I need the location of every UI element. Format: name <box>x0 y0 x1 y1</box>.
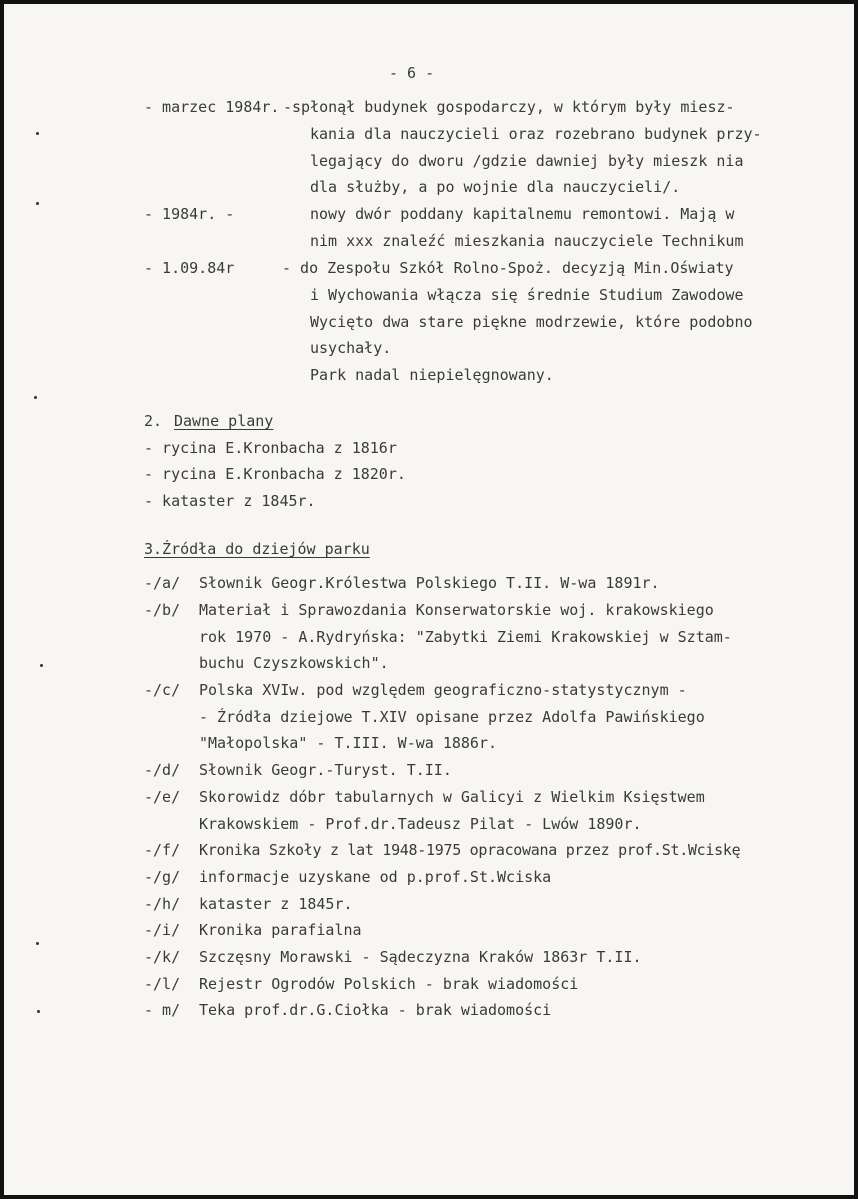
event-text-line: Park nadal niepielęgnowany. <box>310 366 554 384</box>
section-title: 3.Źródła do dziejów parku <box>144 540 370 558</box>
source-text-line: Słownik Geogr.-Turyst. T.II. <box>199 761 452 779</box>
source-label: -/f/ <box>144 841 181 859</box>
source-text-line: informacje uzyskane od p.prof.St.Wciska <box>199 868 552 886</box>
source-label: -/c/ <box>144 681 181 699</box>
event-text-line: nowy dwór poddany kapitalnemu remontowi. Mają w <box>310 205 735 223</box>
source-text-line: Słownik Geogr.Królestwa Polskiego T.II. W-wa 1891r. <box>199 574 660 592</box>
source-text-line: Szczęsny Morawski - Sądeczyzna Kraków 1863r T.II. <box>199 948 642 966</box>
list-item: - rycina E.Kronbacha z 1816r <box>144 439 397 457</box>
source-label: -/d/ <box>144 761 181 779</box>
page-number: - 6 - <box>389 64 435 82</box>
source-text-line: "Małopolska" - T.III. W-wa 1886r. <box>199 734 498 752</box>
event-text-line: kania dla nauczycieli oraz rozebrano budynek przy- <box>310 125 762 143</box>
source-text-line: Rejestr Ogrodów Polskich - brak wiadomości <box>199 975 579 993</box>
source-text-line: Kronika parafialna <box>199 921 362 939</box>
event-text-line: i Wychowania włącza się średnie Studium Zawodowe <box>310 286 744 304</box>
event-text-line: nim xxx znaleźć mieszkania nauczyciele Technikum <box>310 232 744 250</box>
event-date: - marzec 1984r. <box>144 98 280 116</box>
event-text-line: -spłonął budynek gospodarczy, w którym były miesz- <box>283 98 735 116</box>
source-text-line: Polska XVIw. pod względem geograficzno-statystycznym - <box>199 681 687 699</box>
source-label: - m/ <box>144 1001 181 1019</box>
source-label: -/l/ <box>144 975 181 993</box>
source-text-line: rok 1970 - A.Rydryńska: "Zabytki Ziemi Krakowskiej w Sztam- <box>199 628 732 646</box>
event-text-line: dla służby, a po wojnie dla nauczycieli/. <box>310 178 681 196</box>
source-label: -/g/ <box>144 868 181 886</box>
event-text-line: usychały. <box>310 339 392 357</box>
source-text-line: - Źródła dziejowe T.XIV opisane przez Adolfa Pawińskiego <box>199 708 705 726</box>
source-text-line: kataster z 1845r. <box>199 895 353 913</box>
event-date: - 1.09.84r <box>144 259 235 277</box>
scan-speck <box>37 1010 40 1013</box>
scan-speck <box>36 202 39 205</box>
scan-speck <box>36 132 39 135</box>
scan-speck <box>34 396 37 399</box>
section-title: Dawne plany <box>174 412 274 430</box>
document-page <box>4 4 854 1195</box>
event-text-line: legający do dworu /gdzie dawniej były mieszk nia <box>310 152 744 170</box>
scan-speck <box>36 942 39 945</box>
event-date: - 1984r. - <box>144 205 235 223</box>
scan-speck <box>40 664 43 667</box>
source-label: -/h/ <box>144 895 181 913</box>
source-text-line: Krakowskiem - Prof.dr.Tadeusz Pilat - Lwów 1890r. <box>199 815 642 833</box>
event-text-line: Wycięto dwa stare piękne modrzewie, które podobno <box>310 313 753 331</box>
event-text-line: - do Zespołu Szkół Rolno-Spoż. decyzją Min.Oświaty <box>282 259 734 277</box>
source-text-line: Kronika Szkoły z lat 1948-1975 opracowana przez prof.St.Wciskę <box>199 841 741 859</box>
source-label: -/e/ <box>144 788 181 806</box>
source-text-line: Materiał i Sprawozdania Konserwatorskie woj. krakowskiego <box>199 601 714 619</box>
section-number: 2. <box>144 412 163 430</box>
source-text-line: Skorowidz dóbr tabularnych w Galicyi z Wielkim Księstwem <box>199 788 705 806</box>
source-text-line: Teka prof.dr.G.Ciołka - brak wiadomości <box>199 1001 552 1019</box>
source-label: -/i/ <box>144 921 181 939</box>
source-label: -/k/ <box>144 948 181 966</box>
source-label: -/a/ <box>144 574 181 592</box>
list-item: - rycina E.Kronbacha z 1820r. <box>144 465 406 483</box>
source-label: -/b/ <box>144 601 181 619</box>
list-item: - kataster z 1845r. <box>144 492 316 510</box>
source-text-line: buchu Czyszkowskich". <box>199 654 389 672</box>
